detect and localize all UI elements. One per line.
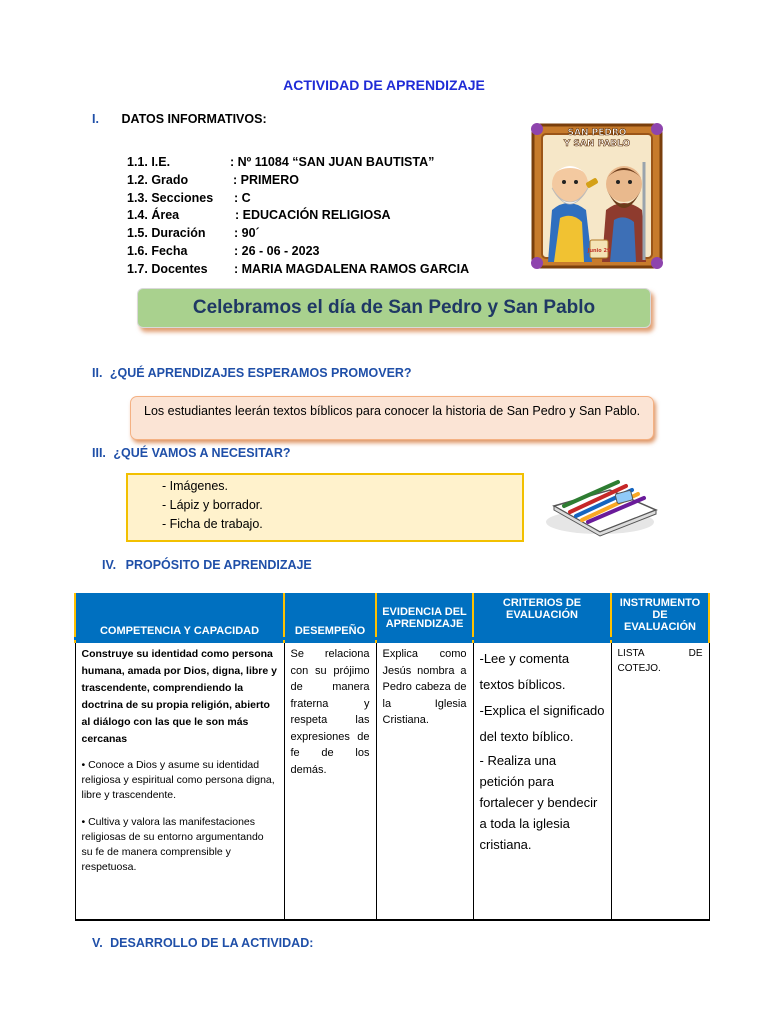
info-value: : EDUCACIÓN RELIGIOSA <box>235 208 391 222</box>
criterio-item: -Lee y comenta textos bíblicos. <box>479 651 570 692</box>
banner-text: Celebramos el día de San Pedro y San Pablo <box>192 297 596 318</box>
section-number: IV. <box>102 558 117 572</box>
section-title: DESARROLLO DE LA ACTIVIDAD: <box>110 936 314 950</box>
section-desarrollo-heading <box>92 936 313 950</box>
table-header: INSTRUMENTO DE EVALUACIÓN <box>611 593 709 643</box>
school-supplies-illustration <box>540 462 662 540</box>
table-header: EVIDENCIA DEL APRENDIZAJE <box>376 593 473 643</box>
section-title: DATOS INFORMATIVOS: <box>121 112 267 126</box>
page-title: ACTIVIDAD DE APRENDIZAJE <box>283 77 485 93</box>
learning-purpose-table <box>74 593 710 921</box>
table-row <box>75 643 709 920</box>
learning-goal-text: Los estudiantes leerán textos bíblicos para conocer la historia de San Pedro y San Pablo. <box>144 404 641 418</box>
info-label: 1.2. Grado <box>127 173 189 187</box>
capacidad-item: • Conoce a Dios y asume su identidad religiosa y espiritual como persona digna, libre y trascendente. <box>81 759 275 801</box>
section-number: I. <box>92 112 99 126</box>
competencia-main: Construye su identidad como persona humana, amada por Dios, digna, libre y trascendente, comprendiendo la doctrina de su propia religión, abierto al diálogo con las que le son más cercanas <box>81 648 277 745</box>
info-label: 1.3. Secciones <box>127 191 214 205</box>
section-number: III. <box>92 446 106 460</box>
learning-goal-box <box>130 396 654 440</box>
section-datos-heading <box>92 112 267 126</box>
activity-title-banner <box>137 288 651 328</box>
info-label: 1.1. I.E. <box>127 155 171 169</box>
illustration-date-tag: Junio 29 <box>587 248 611 254</box>
cell-criterios <box>473 643 611 920</box>
section-title: ¿QUÉ APRENDIZAJES ESPERAMOS PROMOVER? <box>109 366 412 380</box>
table-header: DESEMPEÑO <box>284 593 376 643</box>
illustration-caption-top: SAN PEDRO <box>567 128 627 138</box>
material-item: - Ficha de trabajo. <box>162 517 263 531</box>
section-proposito-heading <box>102 558 312 572</box>
section-title: PROPÓSITO DE APRENDIZAJE <box>125 558 312 572</box>
section-aprendizajes-heading <box>92 366 412 380</box>
info-value: : 26 - 06 - 2023 <box>234 244 320 258</box>
criterio-item: - Realiza una petición para fortalecer y bendecir a toda la iglesia cristiana. <box>479 753 598 852</box>
material-item: - Lápiz y borrador. <box>162 498 263 512</box>
info-label: 1.4. Área <box>127 208 180 222</box>
table-header: COMPETENCIA Y CAPACIDAD <box>75 593 284 643</box>
info-value: : Nº 11084 “SAN JUAN BAUTISTA” <box>230 155 435 169</box>
info-label: 1.7. Docentes <box>127 262 208 276</box>
table-header-divider <box>74 637 708 640</box>
cell-desempeno: Se relaciona con su prójimo de manera fraterna y respeta las expresiones de fe de los demás. <box>284 643 376 920</box>
info-label: 1.5. Duración <box>127 226 206 240</box>
section-title: ¿QUÉ VAMOS A NECESITAR? <box>113 446 291 460</box>
criterio-item: -Explica el significado del texto bíblico. <box>479 703 605 744</box>
info-value: : 90´ <box>234 226 260 240</box>
info-value: : C <box>234 191 251 205</box>
info-value: : MARIA MAGDALENA RAMOS GARCIA <box>234 262 470 276</box>
info-label: 1.6. Fecha <box>127 244 188 258</box>
info-value: : PRIMERO <box>233 173 299 187</box>
san-pedro-san-pablo-illustration <box>530 122 664 270</box>
table-header: CRITERIOS DE EVALUACIÓN <box>473 593 611 643</box>
section-number: II. <box>92 366 103 380</box>
cell-instrumento: LISTA DE COTEJO. <box>611 643 709 920</box>
cell-evidencia: Explica como Jesús nombra a Pedro cabeza de la Iglesia Cristiana. <box>376 643 473 920</box>
capacidad-item: • Cultiva y valora las manifestaciones religiosas de su entorno argumentando su fe de manera comprensible y respetuosa. <box>81 816 264 873</box>
material-item: - Imágenes. <box>162 479 229 493</box>
materials-box <box>126 473 524 542</box>
cell-competencia <box>75 643 284 920</box>
section-materiales-heading <box>92 446 290 460</box>
section-number: V. <box>92 936 103 950</box>
illustration-caption-bottom: Y SAN PABLO <box>563 139 631 149</box>
table-header-row <box>75 593 709 643</box>
